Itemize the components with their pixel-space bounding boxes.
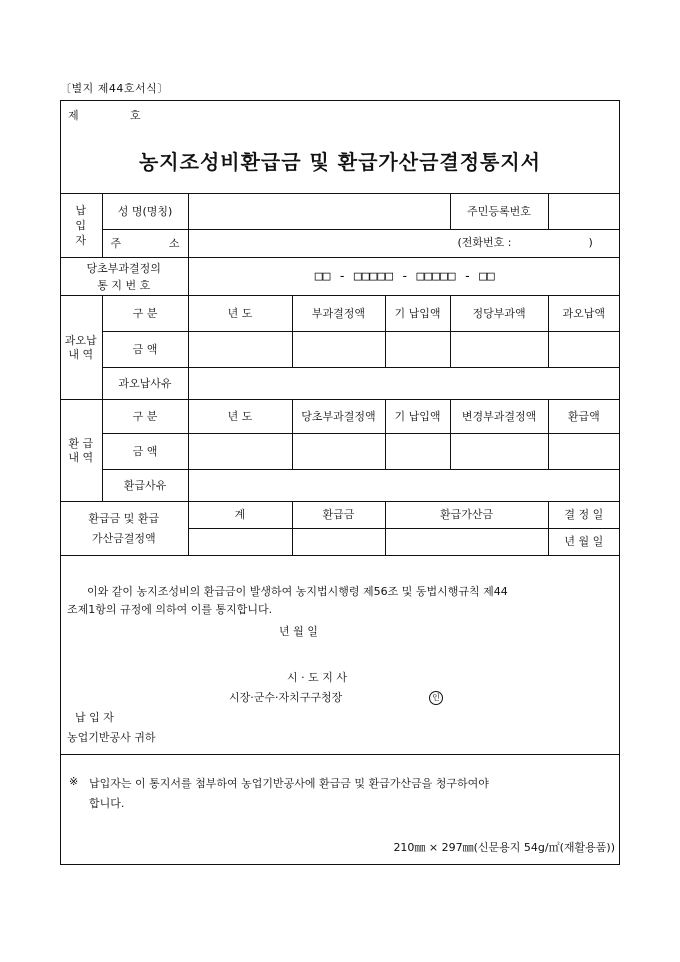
overpayment-amount-label: 금 액 <box>102 332 188 368</box>
no-label: 제 <box>68 109 79 122</box>
overpayment-assessed-field[interactable] <box>292 332 385 368</box>
overpayment-year-field[interactable] <box>188 332 292 368</box>
refund-amount-label: 금 액 <box>102 434 188 470</box>
footnote-section <box>61 755 619 864</box>
refund-year-field[interactable] <box>188 434 292 470</box>
notice-paragraph: 이와 같이 농지조성비의 환급금이 발생하여 농지법시행령 제56조 및 동법시행규칙 제44 조제1항의 규정에 의하여 이를 통지합니다. <box>67 585 508 616</box>
decision-total-field[interactable] <box>188 529 292 556</box>
refund-header-original: 당초부과결정액 <box>292 400 385 434</box>
refund-header-category: 구 분 <box>102 400 188 434</box>
phone-close: ) <box>588 236 593 249</box>
refund-changed-field[interactable] <box>450 434 548 470</box>
overpayment-header-paid: 기 납입액 <box>385 296 450 332</box>
decision-interest-field[interactable] <box>385 529 548 556</box>
decision-label: 환급금 및 환급 가산금결정액 <box>60 502 188 556</box>
form-number: 〔별지 제44호서식〕 <box>60 82 169 95</box>
footnote-line2: 합니다. <box>89 797 125 810</box>
recipient-name: 농업기반공사 귀하 <box>67 731 156 744</box>
seal-mark: 인 <box>429 690 443 705</box>
name-label: 성 명(명칭) <box>102 194 188 230</box>
decision-header-total: 계 <box>188 502 292 529</box>
refund-paid-field[interactable] <box>385 434 450 470</box>
address-field[interactable] <box>188 230 619 258</box>
refund-reason-label: 환급사유 <box>102 470 188 502</box>
rrn-label: 주민등록번호 <box>450 194 548 230</box>
overpayment-header-year: 년 도 <box>188 296 292 332</box>
decision-header-date: 결 정 일 <box>548 502 619 529</box>
refund-amount-field[interactable] <box>548 434 619 470</box>
overpayment-header-correct: 정당부과액 <box>450 296 548 332</box>
overpayment-header-assessed: 부과결정액 <box>292 296 385 332</box>
payer-side-label: 납 입 자 <box>60 194 102 258</box>
issuer-mayor: 시장·군수·자치구구청장 <box>229 691 343 704</box>
info-table <box>60 193 619 556</box>
address-label: 주 소 <box>102 230 188 258</box>
refund-side-label: 환 급 내 역 <box>60 400 102 502</box>
notice-date: 년 월 일 <box>279 625 318 638</box>
overpayment-header-category: 구 분 <box>102 296 188 332</box>
overpayment-reason-label: 과오납사유 <box>102 368 188 400</box>
overpayment-correct-field[interactable] <box>450 332 548 368</box>
paper-spec: 210㎜ × 297㎜(신문용지 54g/㎡(재활용품)) <box>393 841 615 854</box>
decision-refund-field[interactable] <box>292 529 385 556</box>
note-mark: ※ <box>69 775 79 788</box>
footnote-line1: 납입자는 이 통지서를 첨부하여 농업기반공사에 환급금 및 환급가산금을 청구하여야 <box>89 777 489 790</box>
refund-original-field[interactable] <box>292 434 385 470</box>
decision-date-field[interactable]: 년 월 일 <box>548 529 619 556</box>
form-header <box>61 101 619 194</box>
page-title: 농지조성비환급금 및 환급가산금결정통지서 <box>138 150 541 174</box>
issuer-governor: 시 · 도 지 사 <box>287 671 347 684</box>
rrn-field[interactable] <box>548 194 619 230</box>
overpayment-amount-field[interactable] <box>548 332 619 368</box>
refund-reason-field[interactable] <box>188 470 619 502</box>
recipient-label: 납 입 자 <box>75 711 114 724</box>
ho-label: 호 <box>130 109 141 122</box>
refund-header-paid: 기 납입액 <box>385 400 450 434</box>
decision-number-field[interactable]: □□ - □□□□□ - □□□□□ - □□ <box>188 258 619 296</box>
overpayment-header-amount: 과오납액 <box>548 296 619 332</box>
original-decision-label: 당초부과결정의 통 지 번 호 <box>60 258 188 296</box>
decision-header-interest: 환급가산금 <box>385 502 548 529</box>
refund-header-amount: 환급액 <box>548 400 619 434</box>
notice-form <box>60 100 620 865</box>
refund-header-year: 년 도 <box>188 400 292 434</box>
overpayment-side-label: 과오납 내 역 <box>60 296 102 400</box>
decision-header-refund: 환급금 <box>292 502 385 529</box>
name-field[interactable] <box>188 194 450 230</box>
overpayment-reason-field[interactable] <box>188 368 619 400</box>
overpayment-paid-field[interactable] <box>385 332 450 368</box>
notice-body <box>61 573 619 755</box>
phone-label: (전화번호 : <box>457 236 512 249</box>
refund-header-changed: 변경부과결정액 <box>450 400 548 434</box>
